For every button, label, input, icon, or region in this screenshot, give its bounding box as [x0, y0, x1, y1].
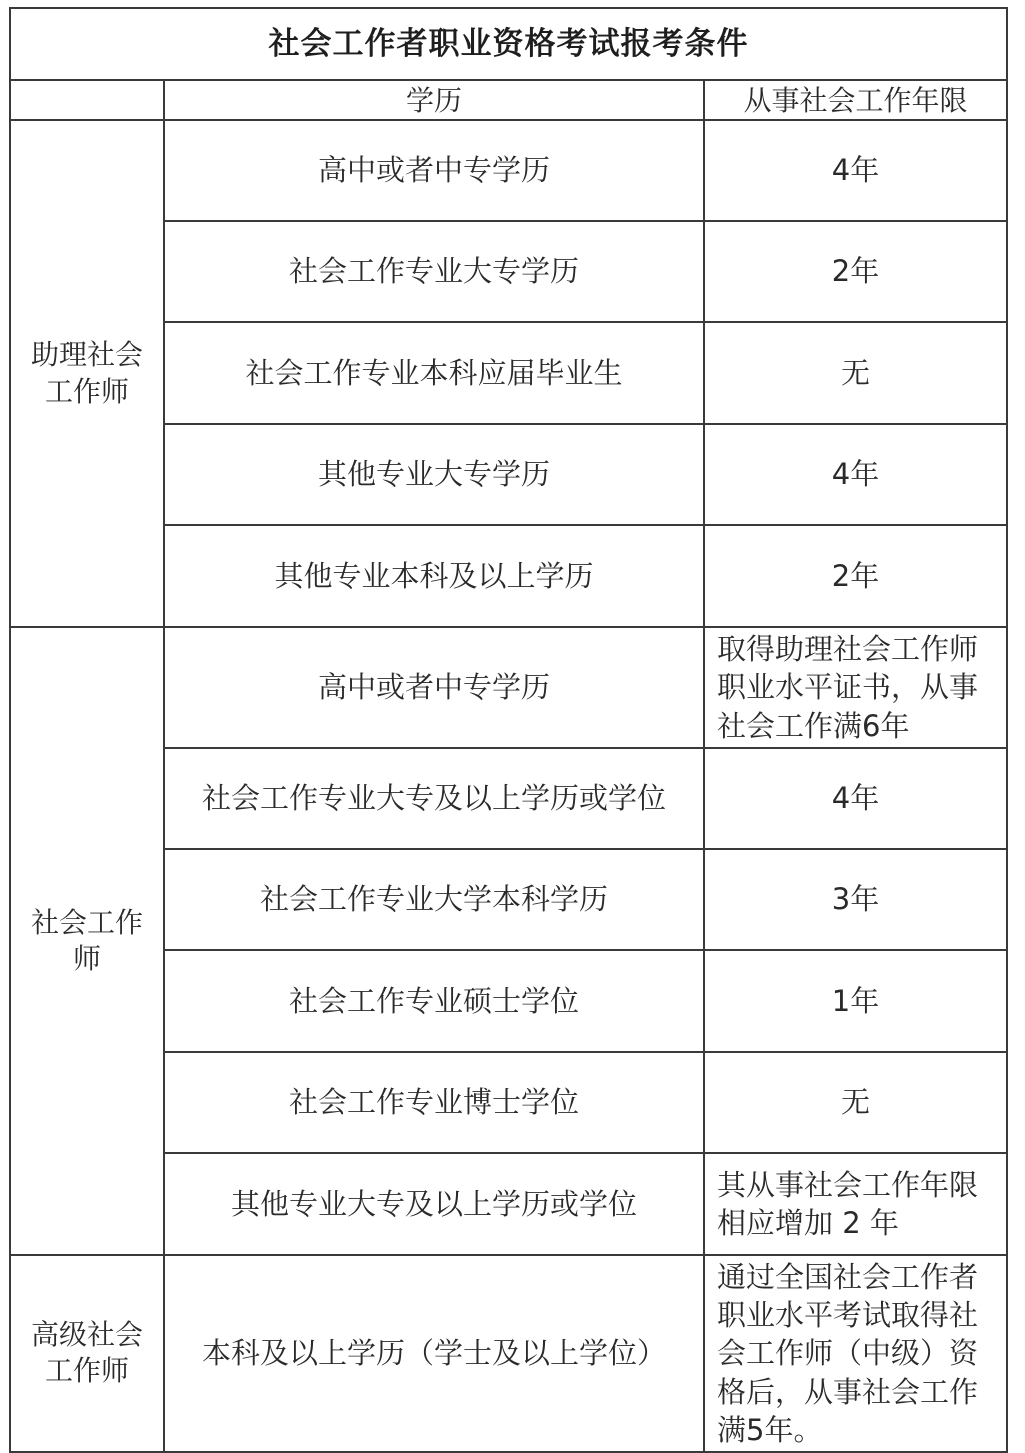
- level-senior-social-worker: [10, 1255, 164, 1452]
- education-cell: 其他专业本科及以上学历: [164, 525, 704, 627]
- years-cell: 4年: [704, 424, 1007, 525]
- education-cell: 社会工作专业大学本科学历: [164, 849, 704, 950]
- header-education: 学历: [164, 80, 704, 120]
- level-assistant-social-worker: [10, 120, 164, 627]
- education-cell: 社会工作专业硕士学位: [164, 950, 704, 1052]
- education-cell: 社会工作专业大专学历: [164, 221, 704, 322]
- level-label: 高级社会工作师: [30, 1318, 143, 1388]
- years-cell: 2年: [704, 525, 1007, 627]
- years-cell: 取得助理社会工作师职业水平证书，从事社会工作满6年: [704, 627, 1007, 748]
- education-cell: 高中或者中专学历: [164, 627, 704, 748]
- title-row: [10, 8, 1007, 80]
- header-row: [10, 80, 1007, 120]
- level-social-worker: [10, 627, 164, 1255]
- level-label: 助理社会工作师: [30, 338, 143, 408]
- years-cell: 4年: [704, 748, 1007, 849]
- education-cell: 高中或者中专学历: [164, 120, 704, 221]
- education-cell: 其他专业大专学历: [164, 424, 704, 525]
- table-row: [10, 627, 1007, 748]
- years-cell: 其从事社会工作年限相应增加 2 年: [704, 1153, 1007, 1255]
- education-cell: 本科及以上学历（学士及以上学位）: [164, 1255, 704, 1452]
- table-row: [10, 1255, 1007, 1452]
- table-row: [10, 120, 1007, 221]
- years-cell: 1年: [704, 950, 1007, 1052]
- years-cell: 4年: [704, 120, 1007, 221]
- years-cell: 无: [704, 322, 1007, 424]
- header-level: [10, 80, 164, 120]
- education-cell: 社会工作专业本科应届毕业生: [164, 322, 704, 424]
- header-years: 从事社会工作年限: [704, 80, 1007, 120]
- exam-conditions-table: [9, 7, 1008, 1453]
- years-cell: 3年: [704, 849, 1007, 950]
- years-cell: 无: [704, 1052, 1007, 1153]
- education-cell: 社会工作专业大专及以上学历或学位: [164, 748, 704, 849]
- education-cell: 社会工作专业博士学位: [164, 1052, 704, 1153]
- exam-conditions-document: [9, 7, 1006, 1453]
- education-cell: 其他专业大专及以上学历或学位: [164, 1153, 704, 1255]
- years-cell: 2年: [704, 221, 1007, 322]
- years-cell: 通过全国社会工作者职业水平考试取得社会工作师（中级）资格后，从事社会工作满5年。: [704, 1255, 1007, 1452]
- level-label: 社会工作师: [30, 905, 143, 975]
- table-title: 社会工作者职业资格考试报考条件: [10, 8, 1007, 80]
